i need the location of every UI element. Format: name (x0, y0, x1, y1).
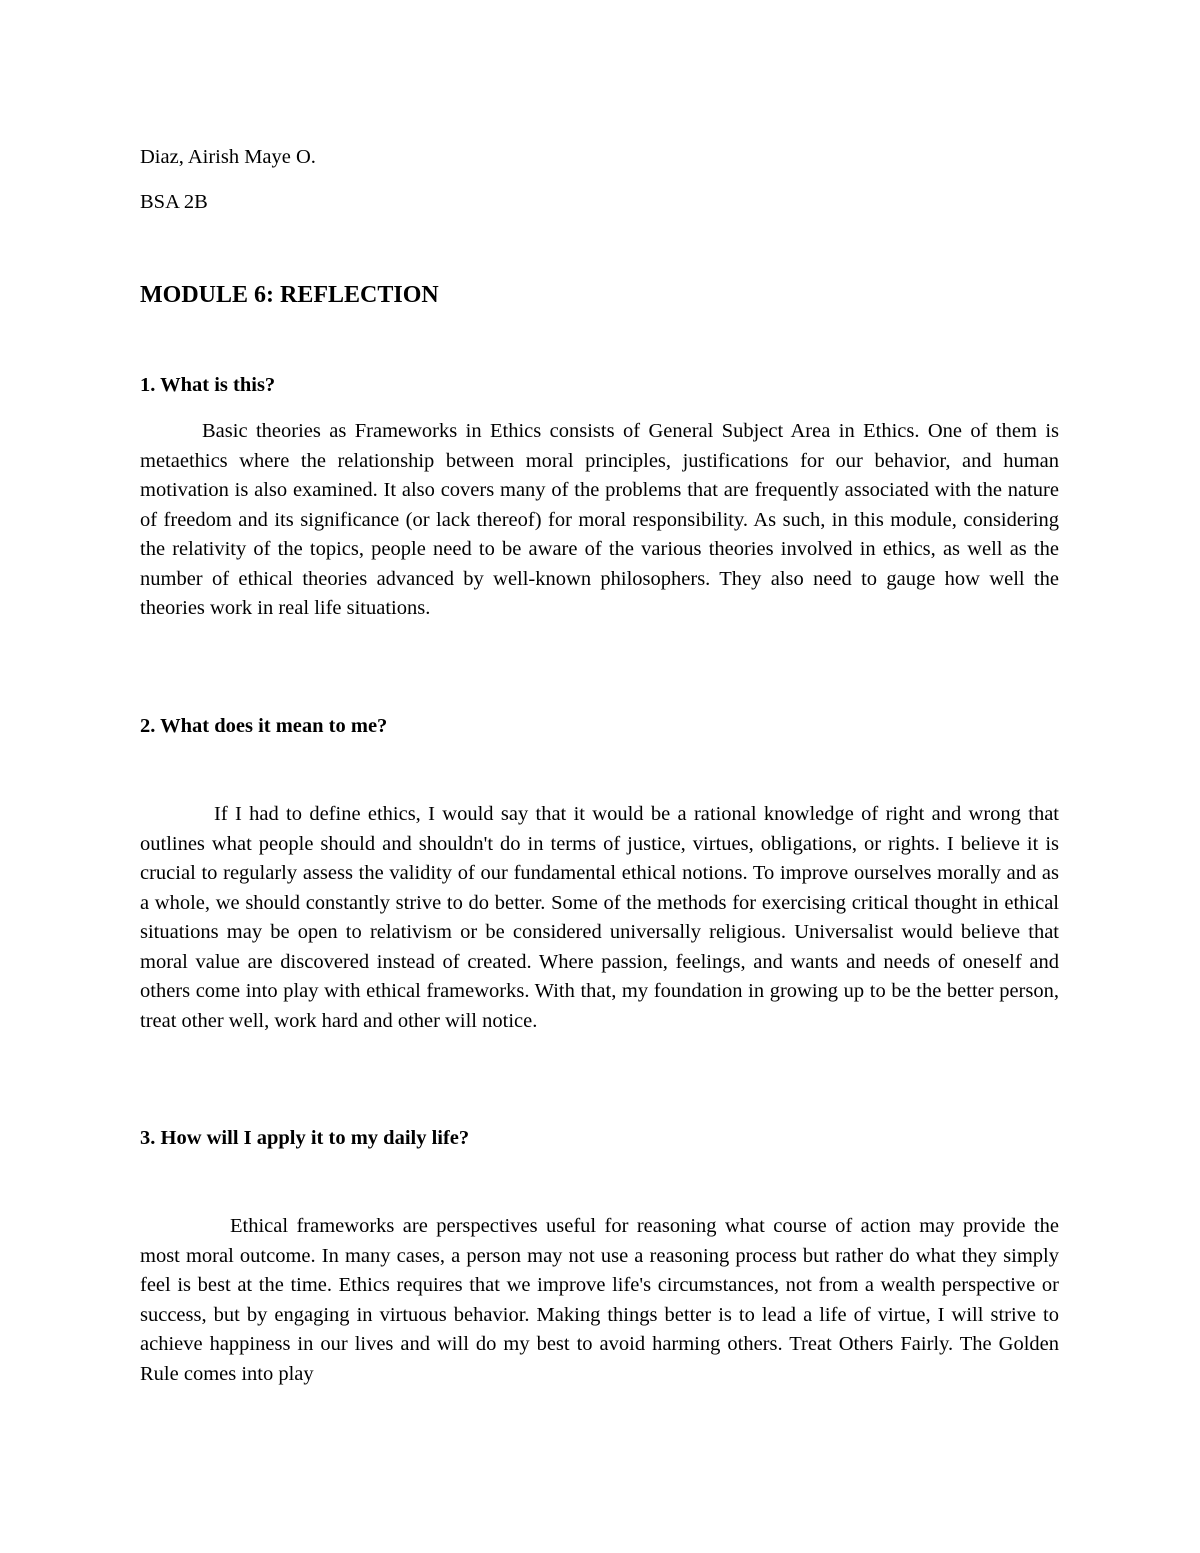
question-1-answer: Basic theories as Frameworks in Ethics consists of General Subject Area in Ethics. One of them is metaethics where the relationship between moral principles, justifications for our behavior, and human motivation is also examined. It also covers many of the problems that are frequently associated with the nature of freedom and its significance (or lack thereof) for moral responsibility. As such, in this module, considering the relativity of the topics, people need to be aware of the various theories involved in ethics, as well as the number of ethical theories advanced by well-known philosophers. They also need to gauge how well the theories work in real life situations. (140, 420, 1059, 619)
question-3-heading: 3. How will I apply it to my daily life? (140, 1127, 470, 1149)
question-2-heading: 2. What does it mean to me? (140, 715, 388, 737)
question-1-heading: 1. What is this? (140, 374, 276, 396)
author-name: Diaz, Airish Maye O. (140, 146, 316, 168)
question-2-answer: If I had to define ethics, I would say that it would be a rational knowledge of right and wrong that outlines what people should and shouldn't do in terms of justice, virtues, obligations, or rights. I believe it is crucial to regularly assess the validity of our fundamental ethical notions. To improve ourselves morally and as a whole, we should constantly strive to do better. Some of the methods for exercising critical thought in ethical situations may be open to relativism or be considered universally religious. Universalist would believe that moral value are discovered instead of created. Where passion, feelings, and wants and needs of oneself and others come into play with ethical frameworks. With that, my foundation in growing up to be the better person, treat other well, work hard and other will notice. (140, 803, 1059, 1032)
question-3-answer: Ethical frameworks are perspectives useful for reasoning what course of action may provide the most moral outcome. In many cases, a person may not use a reasoning process but rather do what they simply feel is best at the time. Ethics requires that we improve life's circumstances, not from a wealth perspective or success, but by engaging in virtuous behavior. Making things better is to lead a life of virtue, I will strive to achieve happiness in our lives and will do my best to avoid harming others. Treat Others Fairly. The Golden Rule comes into play (140, 1215, 1059, 1385)
document-title: MODULE 6: REFLECTION (140, 282, 439, 308)
class-section: BSA 2B (140, 191, 208, 213)
